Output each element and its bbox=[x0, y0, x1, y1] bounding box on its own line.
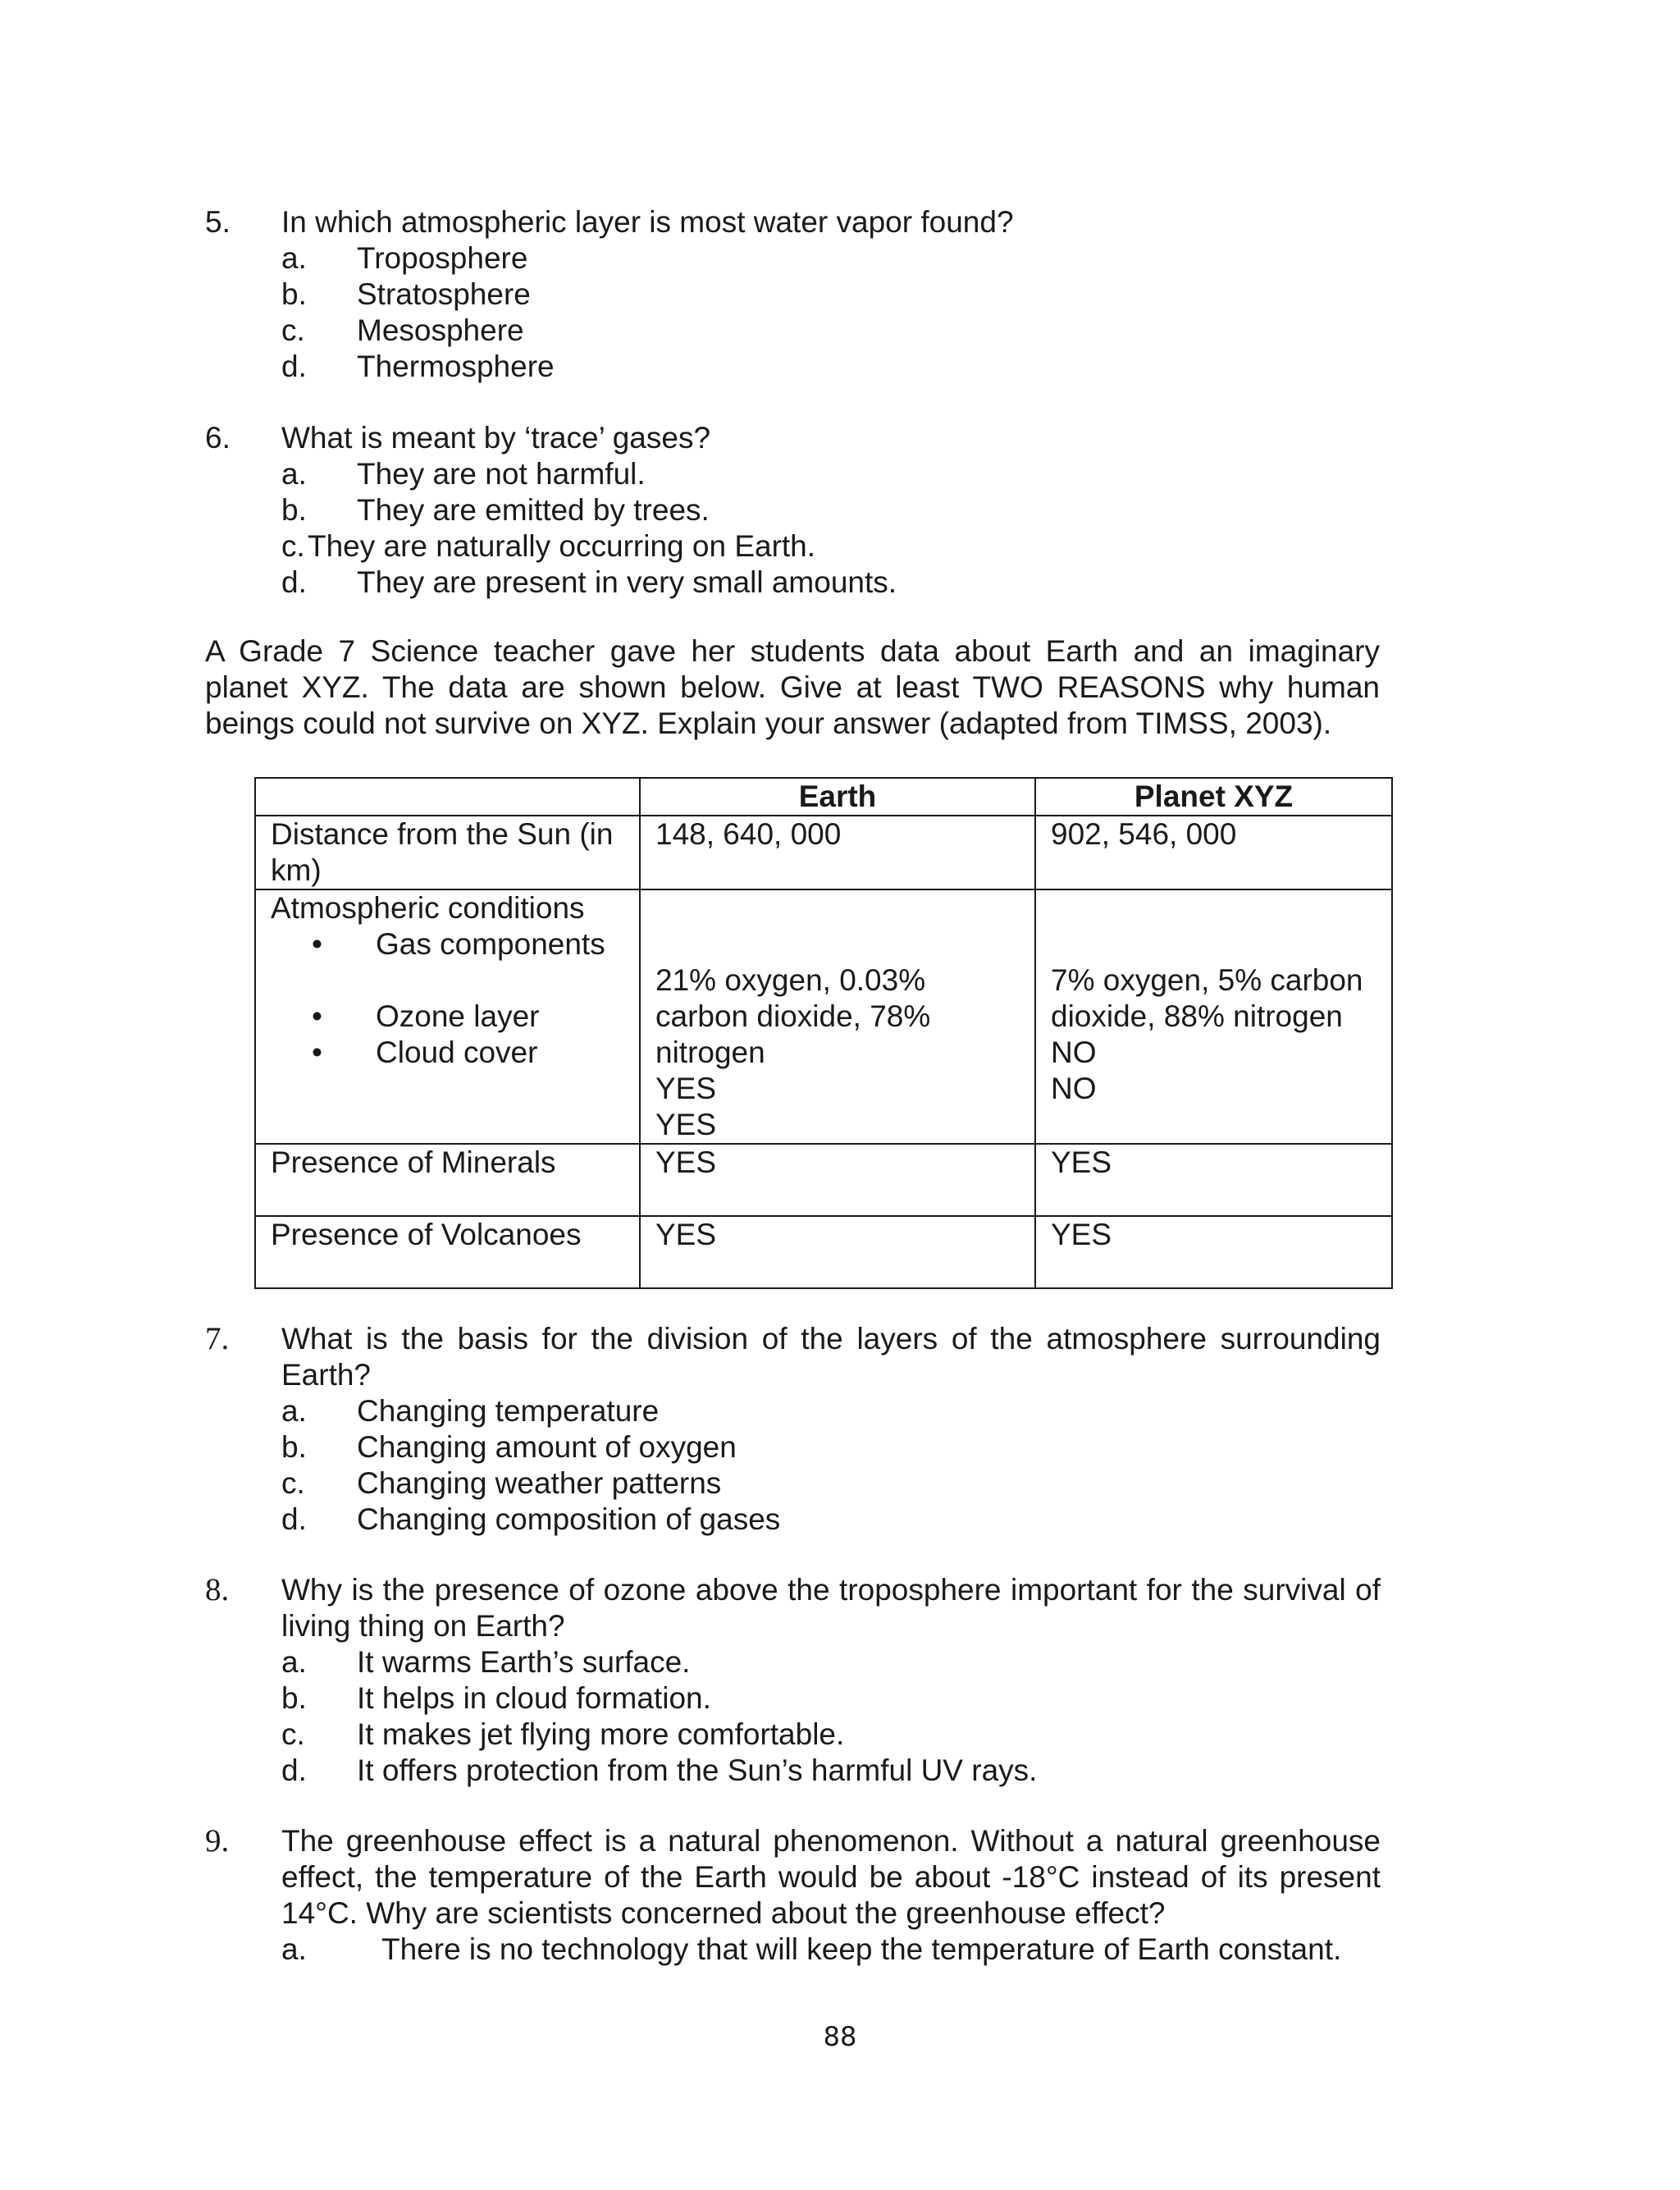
list-item: • Ozone layer bbox=[312, 999, 540, 1033]
bullet-cloud-cover: Cloud cover bbox=[376, 1036, 538, 1069]
earth-gas-components: 21% oxygen, 0.03% carbon dioxide, 78% nitrogen bbox=[655, 963, 931, 1069]
xyz-value: 902, 546, 000 bbox=[1035, 816, 1392, 889]
option-text: Changing composition of gases bbox=[357, 1502, 781, 1536]
question-text: Why is the presence of ozone above the troposphere important for the survival of living thing on Earth? bbox=[281, 1573, 1381, 1643]
earth-cloud-cover: YES bbox=[655, 1108, 717, 1141]
table-row bbox=[255, 1216, 1392, 1288]
option-letter: a. bbox=[281, 1932, 307, 1966]
option-text: They are present in very small amounts. bbox=[357, 565, 897, 599]
option-letter: c. bbox=[281, 1717, 305, 1751]
header-planet-xyz: Planet XYZ bbox=[1035, 778, 1392, 816]
option-text: Thermosphere bbox=[357, 350, 555, 383]
table-row bbox=[255, 816, 1392, 889]
option-letter: c. bbox=[281, 529, 305, 563]
option-text: Stratosphere bbox=[357, 277, 531, 311]
planet-comparison-table bbox=[254, 777, 1393, 1289]
option-letter: a. bbox=[281, 241, 307, 275]
row-label: Distance from the Sun (in km) bbox=[255, 816, 640, 889]
question-number: 8. bbox=[205, 1572, 230, 1607]
option-letter: a. bbox=[281, 1394, 307, 1428]
xyz-value: YES bbox=[1035, 1216, 1392, 1288]
option-text: They are naturally occurring on Earth. bbox=[308, 529, 816, 563]
bullet-ozone-layer: Ozone layer bbox=[376, 999, 540, 1033]
table-header-row bbox=[255, 778, 1392, 816]
option-text: It makes jet flying more comfortable. bbox=[357, 1717, 845, 1751]
row-label: Atmospheric conditions bbox=[271, 891, 585, 925]
header-empty-cell bbox=[255, 778, 640, 816]
list-item: • Gas components bbox=[312, 927, 605, 961]
list-item: • Cloud cover bbox=[312, 1036, 538, 1069]
option-text: It offers protection from the Sun’s harmful UV rays. bbox=[357, 1753, 1038, 1787]
option-letter: d. bbox=[281, 1753, 307, 1787]
option-letter: b. bbox=[281, 277, 307, 311]
option-letter: a. bbox=[281, 1645, 307, 1679]
option-text: Changing weather patterns bbox=[357, 1466, 722, 1500]
xyz-atmosphere-cell bbox=[1035, 889, 1392, 1144]
earth-value: 148, 640, 000 bbox=[640, 816, 1035, 889]
question-number: 9. bbox=[205, 1823, 230, 1859]
option-letter: d. bbox=[281, 350, 307, 383]
option-text: There is no technology that will keep the temperature of Earth constant. bbox=[381, 1932, 1342, 1966]
spacer bbox=[271, 962, 624, 999]
option-letter: d. bbox=[281, 1502, 307, 1536]
earth-atmosphere-cell bbox=[640, 889, 1035, 1144]
xyz-ozone-layer: NO bbox=[1051, 1036, 1097, 1069]
row-label: Presence of Volcanoes bbox=[255, 1216, 640, 1288]
option-letter: a. bbox=[281, 457, 307, 491]
option-text: Changing amount of oxygen bbox=[357, 1430, 737, 1464]
option-letter: b. bbox=[281, 1681, 307, 1715]
earth-ozone-layer: YES bbox=[655, 1072, 717, 1105]
option-letter: b. bbox=[281, 493, 307, 527]
option-letter: b. bbox=[281, 1430, 307, 1464]
question-number: 6. bbox=[205, 421, 231, 455]
question-text: The greenhouse effect is a natural phenomenon. Without a natural greenhouse effect, the temperature of the Earth would be about -18°C instead of its present 14°C. Why are scientists concerned about the greenhouse effect? bbox=[281, 1824, 1381, 1930]
table-row bbox=[255, 1144, 1392, 1216]
question-text: In which atmospheric layer is most water vapor found? bbox=[281, 205, 1014, 239]
question-text: What is the basis for the division of the layers of the atmosphere surrounding Earth? bbox=[281, 1322, 1381, 1392]
header-earth: Earth bbox=[640, 778, 1035, 816]
question-number: 7. bbox=[205, 1321, 230, 1356]
intro-paragraph: A Grade 7 Science teacher gave her students data about Earth and an imaginary planet XYZ. The data are shown below. Give at least TWO REASONS why human beings could not survive on XYZ. Explain your answer (adapted from TIMSS, 2003). bbox=[205, 634, 1380, 740]
earth-value: YES bbox=[640, 1216, 1035, 1288]
option-text: Troposphere bbox=[357, 241, 528, 275]
spacer bbox=[1051, 890, 1376, 962]
option-letter: d. bbox=[281, 565, 307, 599]
bullet-gas-components: Gas components bbox=[376, 927, 605, 961]
question-text: What is meant by ‘trace’ gases? bbox=[281, 421, 711, 455]
spacer bbox=[655, 890, 1020, 962]
question-number: 5. bbox=[205, 205, 231, 239]
xyz-value: YES bbox=[1035, 1144, 1392, 1216]
option-text: It warms Earth’s surface. bbox=[357, 1645, 691, 1679]
option-text: Changing temperature bbox=[357, 1394, 660, 1428]
option-text: It helps in cloud formation. bbox=[357, 1681, 711, 1715]
option-text: Mesosphere bbox=[357, 313, 524, 347]
row-label: Presence of Minerals bbox=[255, 1144, 640, 1216]
option-letter: c. bbox=[281, 313, 305, 347]
row-label-cell bbox=[255, 889, 640, 1144]
earth-value: YES bbox=[640, 1144, 1035, 1216]
xyz-gas-components: 7% oxygen, 5% carbon dioxide, 88% nitrogen bbox=[1051, 963, 1363, 1033]
table-row bbox=[255, 889, 1392, 1144]
xyz-cloud-cover: NO bbox=[1051, 1072, 1097, 1105]
page-number: 88 bbox=[823, 2021, 857, 2052]
option-text: They are not harmful. bbox=[357, 457, 646, 491]
option-text: They are emitted by trees. bbox=[357, 493, 710, 527]
option-letter: c. bbox=[281, 1466, 305, 1500]
